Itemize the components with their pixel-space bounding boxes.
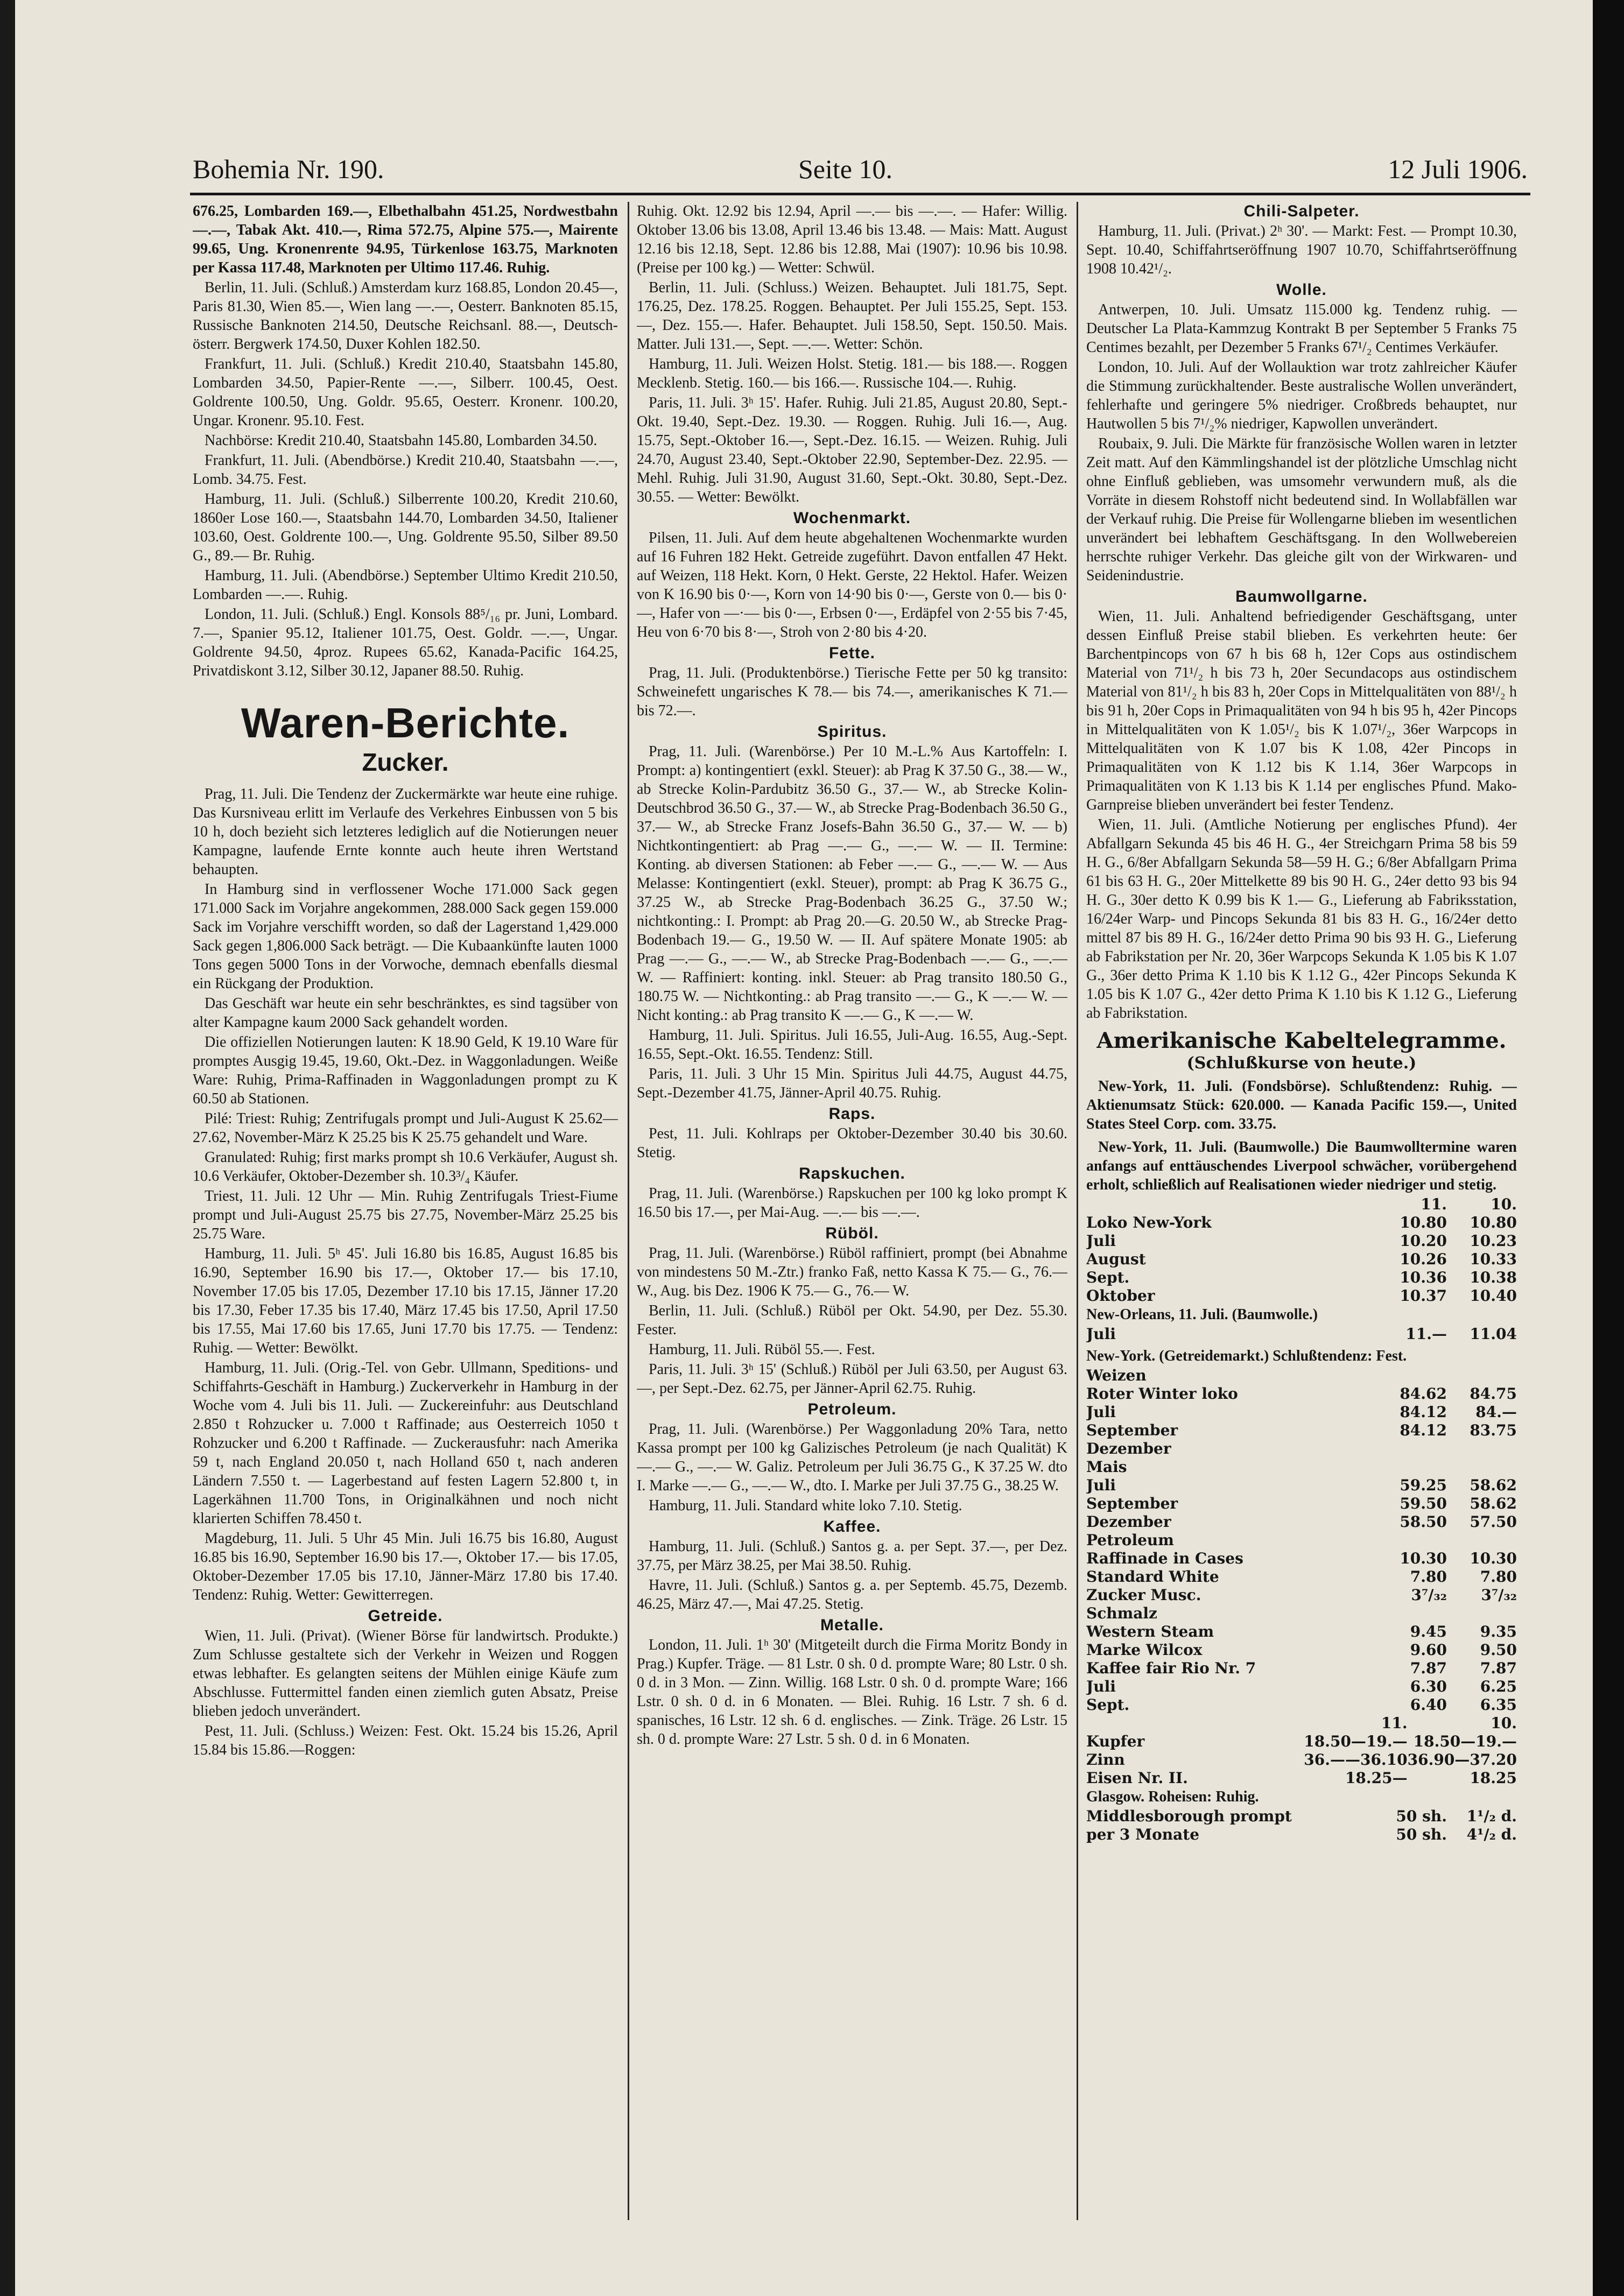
exchange-report: Frankfurt, 11. Juli. (Schluß.) Kredit 210.40, Staatsbahn 145.80, Lombarden 34.50, Papier-Rente —.—, Silberr. 100.45, Oest. Goldrente 100.50, Ung. Goldr. 95.65, Oesterr. Kronenr. 100.20, Ungar. Kronenr. 95.10. Fest. [193,356,618,429]
quote-label: Middlesborough prompt [1086,1807,1292,1825]
subsection-title: Chili-Salpeter. [1243,202,1360,220]
rapeseed-oil-report: Prag, 11. Juli. (Warenbörse.) Rüböl raffiniert, prompt (bei Abnahme von mindestens 50 M.-Ztr.) franko Faß, netto Kassa K 75.— G., 76.— W., Aug. bis Dez. 1906 K 75.— G., 76.— W. [637,1245,1067,1299]
quote-value [1447,1604,1517,1623]
header-issue: Bohemia Nr. 190. [193,154,384,184]
new-orleans-line: New-Orleans, 11. Juli. (Baumwolle.) [1086,1306,1318,1323]
column-3 [1086,202,1517,2225]
rapeseed-oil-report: Hamburg, 11. Juli. Rüböl 55.—. Fest. [649,1341,875,1358]
metals-report: London, 11. Juli. 1ʰ 30' (Mitgeteilt durch die Firma Moritz Bondy in Prag.) Kupfer. Träge. — 81 Lstr. 0 sh. 0 d. prompte Ware; 80 Lstr. 0 sh. 0 d. in 3 Mon. — Zinn. Willig. 168 Lstr. 0 sh. 0 d. prompte Ware; 166 Lstr. 0 sh. 0 d. in 6 Monaten. — Blei. Ruhig. 16 Lstr. 7 sh. 6 d. spanisches, 16 Lstr. 12 sh. 6 d. englisches. — Zink. Träge. 26 Lstr. 15 sh. 0 d. prompte Ware: 27 Lstr. 5 sh. 0 d. in 6 Monaten. [637,1637,1067,1748]
quote-value: 84.12 [1400,1421,1447,1439]
quote-label: Zinn [1086,1751,1125,1769]
column-2 [637,202,1067,2225]
sugar-report: Hamburg, 11. Juli. 5ʰ 45'. Juli 16.80 bis 16.85, August 16.85 bis 16.90, September 16.90 bis 17.—, Oktober 17.— bis 17.10, November 17.05 bis 17.05, Dezember 17.10 bis 17.15, Jänner 17.20 bis 17.30, Feber 17.35 bis 17.40, März 17.45 bis 17.50, April 17.50 bis 17.55, Mai 17.60 bis 17.65, Juni 17.70 bis 17.75. — Tendenz: Ruhig. — Wetter: Bewölkt. [193,1245,618,1356]
sugar-report: Granulated: Ruhig; first marks prompt sh 10.6 Verkäufer, August sh. 10.6 Verkäufer, Oktober-Dezember sh. 10.3³/₄ Käufer. [193,1149,618,1185]
spirits-report: Hamburg, 11. Juli. Spiritus. Juli 16.55, Juli-Aug. 16.55, Aug.-Sept. 16.55, Sept.-Okt. 16.55. Tendenz: Still. [637,1027,1067,1062]
quote-label: Sept. [1086,1269,1130,1286]
petroleum-report: Prag, 11. Juli. (Warenbörse.) Per Waggonladung 20% Tara, netto Kassa prompt per 100 kg Galizisches Petroleum (je nach Qualität) K —.— G., —.— W. Galiz. Petroleum per Juli 36.75 G., K 37.25 W. dto I. Marke —.— G., —.— W., dto. I. Marke per Juli 37.75 G., 38.25 W. [637,1421,1067,1494]
coffee-report: Hamburg, 11. Juli. (Schluß.) Santos g. a. per Sept. 37.—, per Dez. 37.75, per März 38.25, per Mai 38.50. Ruhig. [637,1538,1067,1574]
quote-label: Juli [1086,1678,1116,1695]
quote-label: Western Steam [1086,1623,1214,1640]
exchange-report: Frankfurt, 11. Juli. (Abendbörse.) Kredit 210.40, Staatsbahn —.—, Lomb. 34.75. Fest. [193,452,618,488]
quote-row [1086,1586,1517,1604]
quote-value [1377,1604,1447,1623]
quote-value: 7.87 [1410,1659,1447,1677]
quote-value [1377,1440,1447,1458]
quote-value: 84.— [1475,1403,1517,1421]
subsection-title: Fette. [828,644,875,662]
quote-label: Dezember [1086,1513,1171,1531]
quote-label: September [1086,1421,1178,1439]
quote-label: per 3 Monate [1086,1826,1200,1843]
quote-value [1447,1367,1517,1385]
sugar-report: Prag, 11. Juli. Die Tendenz der Zuckermärkte war heute eine ruhige. Das Kursniveau erlitt im Verlaufe des Verkehres Einbussen von 5 bis 10 h, doch bezieht sich letzteres lediglich auf die Notierungen neuer Kampagne, laufende Ernte konnte auch heute ihren Wertstand behaupten. [193,786,618,878]
grain-report: Pest, 11. Juli. (Schluss.) Weizen: Fest. Okt. 15.24 bis 15.26, April 15.84 bis 15.86.—Roggen: [193,1723,618,1758]
grain-report: Berlin, 11. Juli. (Schluss.) Weizen. Behauptet. Juli 181.75, Sept. 176.25, Dez. 178.25. Roggen. Behauptet. Per Juli 155.25, Sept. 153.—, Dez. 155.—. Hafer. Behauptet. Juli 158.50, Sept. 150.50. Mais. Matter. Juli 131.—, Sept. —.—. Wetter: Schön. [637,279,1067,353]
quote-row [1086,1696,1517,1714]
quote-row [1086,1385,1517,1403]
quote-value: 50 sh. [1396,1826,1447,1843]
subsection-title: Wochenmarkt. [793,509,911,527]
orleans-quotes-table [1086,1325,1517,1343]
quote-row [1086,1807,1517,1826]
quote-label: Roter Winter loko [1086,1385,1238,1403]
cotton-yarn-report: Wien, 11. Juli. Anhaltend befriedigender Geschäftsgang, unter dessen Einfluß Preise stabil blieben. Es verkehrten heute: 6er Barchentpincops von 67 h bis 68 h, 12er Cops aus ostindischem Material von 71¹/₂ h bis 73 h, 20er Secundacops aus ostindischem Material von 81¹/₂ h bis 83 h, 20er Cops in Mittelqualitäten von 88¹/₂ h bis 91 h, 20er Cops in Primaqualitäten von 94 h bis 95 h, 42er Pincops in Mittelqualitäten von K 1.05¹/₂ bis K 1.07¹/₂, 36er Warpcops in Mittelqualitäten von K 1.07 bis K 1.08, 42er Pincops in Primaqualitäten von K 1.12 bis K 1.14, 36er Warpcops in Primaqualitäten von K 1.13 bis K 1.14 per englisches Pfund. Mako-Garnpreise blieben unverändert bei fester Tendenz. [1086,608,1517,813]
column-1 [193,202,618,2225]
subsection-title: Rüböl. [825,1224,879,1242]
coffee-report: Havre, 11. Juli. (Schluß.) Santos g. a. per Septemb. 45.75, Dezemb. 46.25, März 47.—, Mai 47.25. Stetig. [637,1577,1067,1612]
exchange-report: Hamburg, 11. Juli. (Schluß.) Silberrente 100.20, Kredit 210.60, 1860er Lose 160.—, Staatsbahn 144.70, Lombarden 34.50, Italiener 103.60, Oest. Goldrente 100.—, Ung. Goldrente 95.50, Silber 89.50 G., 89.— Br. Ruhig. [193,491,618,564]
quote-row [1086,1659,1517,1678]
quote-value: 10.37 [1400,1287,1447,1305]
quote-value: 10.30 [1470,1550,1517,1567]
subsection-title: Raps. [828,1105,876,1123]
quote-row [1086,1678,1517,1696]
quote-value: 7.80 [1410,1568,1447,1586]
quote-label: Raffinade in Cases [1086,1550,1243,1567]
quote-value: 3⁷/₃₂ [1411,1586,1447,1604]
quote-label: Juli [1086,1325,1116,1343]
quote-label: Weizen [1086,1367,1147,1384]
quote-row [1086,1287,1517,1305]
quote-label: September [1086,1495,1178,1512]
quote-value: 57.50 [1470,1513,1517,1531]
subsection-title: Kaffee. [823,1518,881,1536]
header-rule [190,193,1530,195]
quote-label: Loko New-York [1086,1214,1212,1231]
quote-value: 9.45 [1410,1623,1447,1640]
quote-value: 10.23 [1470,1232,1517,1250]
quote-value [1447,1531,1517,1550]
quote-value: 18.50—19.— [1413,1732,1517,1750]
spirits-report: Paris, 11. Juli. 3 Uhr 15 Min. Spiritus Juli 44.75, August 44.75, Sept.-Dezember 41.75, Jänner-April 40.75. Ruhig. [637,1066,1067,1101]
column-divider [628,202,629,2220]
quote-value: 7.87 [1480,1659,1517,1677]
spirits-report: Prag, 11. Juli. (Warenbörse.) Per 10 M.-L.% Aus Kartoffeln: I. Prompt: a) kontingentiert (exkl. Steuer): ab Prag K 37.50 G., 38.— W., ab Strecke Kolin-Pardubitz 36.50 G., 37.— W., ab Strecke Kolin-Deutschbrod 36.50 G., 37.— W., ab Strecke Prag-Bodenbach 36.50 G., 37.— W., ab Strecke Franz Josefs-Bahn 36.50 G., 37.— W. — b) Nichtkontingentiert: ab Prag —.— G., —.— W. — II. Termine: Konting. ab diversen Stationen: ab Feber —.— G., —.— W. — Aus Melasse: Kontingentiert (exkl. Steuer), prompt: ab Prag K 36.75 G., 37.25 W., ab Strecke Prag-Bodenbach 36.25 G., 37.50 W.; nichtkonting.: I. Prompt: ab Prag 20.—G. 20.50 W., ab Strecke Prag-Bodenbach 19.— G., 19.50 W. — II. Auf spätere Monate 1905: ab Prag —.— G., —.— W., ab Strecke Prag-Bodenbach —.— G., —.— W. — Raffiniert: konting. inkl. Steuer: ab Prag transito 180.50 G., 180.75 W. — Nichtkonting.: ab Prag transito —.— G., K —.— W. — Nicht konting.: ab Prag transito K —.— G., K —.— W. [637,743,1067,1024]
quote-row [1086,1367,1517,1385]
quote-row [1086,1214,1517,1232]
ny-cotton-report: New-York, 11. Juli. (Baumwolle.) Die Baumwolltermine waren anfangs auf enttäuschendes Liverpool schwächer, vorübergehend erholt, schließlich auf Realisationen wieder niedriger und stetig. [1086,1139,1517,1193]
quote-row [1086,1269,1517,1287]
fats-report: Prag, 11. Juli. (Produktenbörse.) Tierische Fette per 50 kg transito: Schweinefett ungarisches K 78.— bis 74.—, amerikanisches K 71.— bis 72.—. [637,665,1067,719]
quote-value: 7.80 [1480,1568,1517,1586]
quote-row [1086,1476,1517,1495]
quote-value: 10.30 [1400,1550,1447,1567]
quote-row [1086,1623,1517,1641]
petroleum-report: Hamburg, 11. Juli. Standard white loko 7.10. Stetig. [649,1497,962,1514]
subsection-title: Wolle. [1276,281,1327,299]
rapeseed-report: Pest, 11. Juli. Kohlraps per Oktober-Dezember 30.40 bis 30.60. Stetig. [637,1125,1067,1161]
quote-row [1086,1403,1517,1421]
quote-row [1086,1550,1517,1568]
quote-value: 10.33 [1470,1250,1517,1268]
quote-label: Juli [1086,1232,1116,1250]
newspaper-page [15,0,1593,2296]
quote-row [1086,1440,1517,1458]
rapeseed-cake-report: Prag, 11. Juli. (Warenbörse.) Rapskuchen per 100 kg loko prompt K 16.50 bis 17.—, per Mai-Aug. —.— bis —.—. [637,1185,1067,1221]
quote-row [1086,1458,1517,1476]
quote-row [1086,1769,1517,1787]
section-title: Waren-Berichte. [241,699,570,746]
quote-value: 83.75 [1470,1421,1517,1439]
weekly-market-report: Pilsen, 11. Juli. Auf dem heute abgehaltenen Wochenmarkte wurden auf 16 Fuhren 182 Hekt. Getreide zugeführt. Davon entfallen 47 Hekt. auf Weizen, 118 Hekt. Korn, 0 Hekt. Gerste, 22 Hektol. Hafer. Weizen von K 16.90 bis 0·—, Korn von 14·90 bis 0·—, Gerste von 0.— bis 0·—, Hafer von —·— bis 0·—, Erbsen 0·—, Erdäpfel von 2·55 bis 7·45, Heu von 6·70 bis 8·—, Stroh von 2·80 bis 4·20. [637,530,1067,640]
quote-label: Oktober [1086,1287,1155,1305]
wool-report: Roubaix, 9. Juli. Die Märkte für französische Wollen waren in letzter Zeit matt. Auf den Kämmlingshandel ist der plötzliche Umschlag nicht ohne Einfluß geblieben, was umsomehr verwundern muß, als die Vorräte in diesem Rohstoff nicht bedeutend sind. In Wollabfällen war der Verkauf ruhig. Die Preise für Wollengarne blieben im wesentlichen unverändert bei lebhaftem Geschäftsgang. In den Wollwebereien herrschte ruhiger Verkehr. Das gleiche gilt von der Wirkwaren- und Seidenindustrie. [1086,435,1517,584]
quote-value: 84.12 [1400,1403,1447,1421]
column-header: 10. [1491,1195,1517,1213]
grain-report: Wien, 11. Juli. (Privat). (Wiener Börse für landwirtsch. Produkte.) Zum Schlusse gestaltete sich der Verkehr in Weizen und Roggen etwas lebhafter. Es gelangten seitens der Mühlen einige Käufe zum Abschlusse. Futtermittel fanden einen ziemlich guten Absatz, Preise blieben jedoch unverändert. [193,1628,618,1720]
quote-value: 10.80 [1400,1214,1447,1231]
quote-value: 84.75 [1470,1385,1517,1403]
exchange-intro: 676.25, Lombarden 169.—, Elbethalbahn 451.25, Nordwestbahn —.—, Tabak Akt. 410.—, Rima 572.75, Alpine 575.—, Mairente 99.65, Ung. Kronenrente 94.95, Türkenlose 163.75, Marknoten per Kassa 117.48, Marknoten per Ultimo 117.46. Ruhig. [193,203,618,276]
column-header: 11. [1421,1195,1447,1213]
quote-row [1086,1232,1517,1250]
quote-label: Standard White [1086,1568,1219,1586]
quote-value: 59.25 [1400,1476,1447,1494]
exchange-report: Hamburg, 11. Juli. (Abendbörse.) September Ultimo Kredit 210.50, Lombarden —.—. Ruhig. [193,567,618,603]
exchange-report: London, 11. Juli. (Schluß.) Engl. Konsols 88⁵/₁₆ pr. Juni, Lombard. 7.—, Spanier 95.12, Italiener 101.75, Oest. Goldr. —.—, Ungar. Goldrente 94.50, 4proz. Rupees 65.62, Kanada-Pacific 164.25, Privatdiskont 3.12, Silber 30.12, Japaner 88.50. Ruhig. [193,606,618,679]
quote-value: 18.25 [1470,1769,1517,1787]
subsection-title: Rapskuchen. [799,1165,905,1182]
quote-value: 18.25— [1345,1769,1408,1787]
sugar-report: Magdeburg, 11. Juli. 5 Uhr 45 Min. Juli 16.75 bis 16.80, August 16.85 bis 16.90, September 16.90 bis 17.—, Oktober 17.— bis 17.05, Oktober-Dezember 17.05 bis 17.10, Jänner-März 17.80 bis 17.40. Tendenz: Ruhig. Wetter: Gewitterregen. [193,1530,618,1603]
exchange-report: Berlin, 11. Juli. (Schluß.) Amsterdam kurz 168.85, London 20.45—, Paris 81.30, Wien 85.—, Wien lang —.—, Oesterr. Banknoten 85.15, Russische Banknoten 214.50, Deutsche Reichsanl. 88.—, Deutsch-österr. Bergwerk 174.50, Duxer Kohlen 182.50. [193,279,618,353]
quote-value: 50 sh. [1396,1807,1447,1825]
cable-section-title: Amerikanische Kabeltelegramme. [1096,1028,1507,1053]
quote-label: August [1086,1250,1146,1268]
quote-row [1086,1568,1517,1586]
quote-label: Juli [1086,1403,1116,1421]
quote-value: 11.— [1405,1325,1447,1343]
quote-value: 6.35 [1480,1696,1517,1714]
page-header [193,153,1528,191]
quote-row [1086,1495,1517,1513]
quote-value: 18.50—19.— [1304,1732,1408,1750]
quote-value: 10.20 [1400,1232,1447,1250]
quote-label: Kupfer [1086,1732,1145,1750]
sugar-report: In Hamburg sind in verflossener Woche 171.000 Sack gegen 171.000 Sack im Vorjahre angekommen, 288.000 Sack gegen 159.000 Sack im Vorjahre verschifft worden, so daß der Lagerstand 1,429.000 Sack gegen 1,806.000 Sack beträgt. — Die Kubaankünfte lauten 1000 Tons gegen 5000 Tons in der Vorwoche, demnach ebenfalls diesmal ein Rückgang der Produktion. [193,881,618,992]
subsection-title: Spiritus. [817,723,887,741]
quote-label: Dezember [1086,1440,1171,1457]
subsection-title: Baumwollgarne. [1235,588,1368,605]
grain-report: Ruhig. Okt. 12.92 bis 12.94, April —.— bis —.—. — Hafer: Willig. Oktober 13.06 bis 13.08, April 13.46 bis 13.48. — Mais: Matt. August 12.16 bis 12.18, Sept. 12.86 bis 12.88, Mai (1907): 10.96 bis 10.98. (Preise per 100 kg.) — Wetter: Schwül. [637,203,1067,276]
quote-value: 58.50 [1400,1513,1447,1531]
column-divider [1077,202,1078,2220]
wool-report: London, 10. Juli. Auf der Wollauktion war trotz zahlreicher Käufer die Stimmung zurückhaltender. Beste australische Wollen unverändert, fehlerhafte und geringere 5% niedriger. Croßbreds behauptet, nur Hautwollen 5 bis 7¹/₂% niedriger, Kapwollen unverändert. [1086,359,1517,432]
quote-value [1447,1458,1517,1476]
grain-report: Paris, 11. Juli. 3ʰ 15'. Hafer. Ruhig. Juli 21.85, August 20.80, Sept.-Okt. 19.40, Sept.-Dez. 19.30. — Roggen. Ruhig. Juli 16.—, Aug. 15.75, Sept.-Oktober 16.—, Sept.-Dez. 16.15. — Weizen. Ruhig. Juli 24.70, August 23.40, Sept.-Oktober 22.90, September-Dez. 22.95. — Mehl. Ruhig. Juli 31.90, August 31.60, Sept.-Okt. 30.80, Sept.-Dez. 30.55. — Wetter: Bewölkt. [637,395,1067,505]
cable-section-subtitle: (Schlußkurse von heute.) [1186,1054,1417,1073]
quote-row [1086,1751,1517,1769]
metal-quotes-table [1086,1714,1517,1787]
quote-value: 36.90—37.20 [1407,1751,1517,1769]
sugar-report: Die offiziellen Notierungen lauten: K 18.90 Geld, K 19.10 Ware für promptes Ausgig 19.45, 19.60, Okt.-Dez. in Waggonladungen. Weiße Ware: Ruhig, Prima-Raffinaden in Waggonladungen prompt zu K 60.50 ab Stationen. [193,1034,618,1107]
quote-value: 4¹/₂ d. [1466,1826,1517,1843]
glasgow-quotes-table [1086,1807,1517,1844]
quote-value: 36.——36.10 [1304,1751,1408,1769]
quote-row [1086,1513,1517,1531]
cotton-yarn-report: Wien, 11. Juli. (Amtliche Notierung per englisches Pfund). 4er Abfallgarn Sekunda 45 bis 46 H. G., 4er Streichgarn Prima 58 bis 59 H. G., 6/8er Abfallgarn Sekunda 58—59 H. G.; 6/8er Abfallgarn Prima 61 bis 63 H. G., 20er Mittelkette 89 bis 90 H. G., 24er detto 93 bis 94 H. G., 30er detto K 0.99 bis K 1.— G., Lieferung ab Fabriksstation, 16/24er Warp- und Pincops Sekunda 81 bis 83 H. G., 16/24er detto mittel 87 bis 89 H. G., 16/24er detto Prima 90 bis 93 H. G., Lieferung ab Fabrikstation per Nr. 20, 36er Warpcops Sekunda K 1.05 bis K 1.07 G., 36er detto Prima K 1.10 bis K 1.12 G., 42er Pincops Sekunda K 1.05 bis K 1.07 G., 42er detto Prima K 1.10 bis K 1.12 G., Lieferung ab Fabrikstation. [1086,816,1517,1022]
quote-row [1086,1604,1517,1623]
quote-value: 10.40 [1470,1287,1517,1305]
quote-value: 1¹/₂ d. [1466,1807,1517,1825]
header-page-number: Seite 10. [798,154,892,184]
quote-value: 6.25 [1480,1678,1517,1695]
wool-report: Antwerpen, 10. Juli. Umsatz 115.000 kg. Tendenz ruhig. — Deutscher La Plata-Kammzug Kontrakt B per September 5 Franks 75 Centimes bezahlt, per Dezember 5 Franks 67¹/₂ Centimes Verkäufer. [1086,301,1517,356]
quote-value: 10.36 [1400,1269,1447,1286]
column-header: 11. [1381,1714,1408,1732]
saltpeter-report: Hamburg, 11. Juli. (Privat.) 2ʰ 30'. — Markt: Fest. — Prompt 10.30, Sept. 10.40, Schiffahrtseröffnung 1907 10.70, Schiffahrtseröffnung 1908 10.42¹/₂. [1086,223,1517,277]
quote-label: Mais [1086,1458,1127,1476]
quote-label: Kaffee fair Rio Nr. 7 [1086,1659,1256,1677]
quote-label: Eisen Nr. II. [1086,1769,1188,1787]
cotton-quotes-table [1086,1195,1517,1305]
quote-row [1086,1421,1517,1440]
quote-value: 84.62 [1400,1385,1447,1403]
ny-stock-report: New-York, 11. Juli. (Fondsbörse). Schlußtendenz: Ruhig. — Aktienumsatz Stück: 620.000. — Kanada Pacific 159.—, United States Steel Corp. com. 33.75. [1086,1078,1517,1132]
quote-value: 9.50 [1480,1641,1517,1659]
sugar-report: Hamburg, 11. Juli. (Orig.-Tel. von Gebr. Ullmann, Speditions- und Schiffahrts-Geschäft in Hamburg.) Zuckerverkehr in Hamburg in der Woche vom 4. Juli bis 11. Juli. — Zuckereinfuhr: aus Deutschland 2.850 t Rohzucker u. 7.000 t Raffinade; aus Oesterreich 1050 t Rohzucker und 6.200 t Raffinade. — Zuckerausfuhr: nach Amerika 59 t, nach England 20.050 t, nach Holland 650 t, nach anderen Ländern 7.550 t. — Lagerbestand auf festen Lagern 52.800 t, in Lagerkähnen 11.700 Tons, in Originalkähnen und noch nicht klarierten Schiffen 78.450 t. [193,1360,618,1527]
quote-value: 10.80 [1470,1214,1517,1231]
quote-value: 6.40 [1410,1696,1447,1714]
quote-label: Marke Wilcox [1086,1641,1203,1659]
quote-value: 3⁷/₃₂ [1481,1586,1517,1604]
subsection-title: Getreide. [368,1607,443,1625]
exchange-report: Nachbörse: Kredit 210.40, Staatsbahn 145.80, Lombarden 34.50. [205,432,597,449]
quote-value [1377,1367,1447,1385]
header-date: 12 Juli 1906. [1388,154,1528,184]
sugar-report: Triest, 11. Juli. 12 Uhr — Min. Ruhig Zentrifugals Triest-Fiume prompt und Juli-August 25.75 bis 27.75, November-März 25.25 bis 25.75 Ware. [193,1188,618,1242]
grain-report: Hamburg, 11. Juli. Weizen Holst. Stetig. 181.— bis 188.—. Roggen Mecklenb. Stetig. 160.— bis 166.—. Russische 104.—. Ruhig. [637,356,1067,391]
rapeseed-oil-report: Berlin, 11. Juli. (Schluß.) Rüböl per Okt. 54.90, per Dez. 55.30. Fester. [637,1302,1067,1338]
quote-value: 58.62 [1470,1476,1517,1494]
quote-value: 58.62 [1470,1495,1517,1512]
quote-value: 11.04 [1470,1325,1517,1343]
quote-row [1086,1531,1517,1550]
quote-label: Petroleum [1086,1531,1174,1549]
quote-row [1086,1826,1517,1844]
quote-row [1086,1325,1517,1343]
glasgow-line: Glasgow. Roheisen: Ruhig. [1086,1788,1259,1805]
quote-label: Sept. [1086,1696,1130,1714]
quote-value: 9.60 [1410,1641,1447,1659]
quote-value: 59.50 [1400,1495,1447,1512]
quote-value [1377,1458,1447,1476]
subsection-title: Metalle. [820,1616,884,1634]
quote-row [1086,1641,1517,1659]
quote-row [1086,1732,1517,1751]
quote-label: Schmalz [1086,1604,1157,1622]
ny-grain-line: New-York. (Getreidemarkt.) Schlußtendenz: Fest. [1086,1348,1407,1364]
quote-label: Zucker Musc. [1086,1586,1201,1604]
quote-value: 6.30 [1410,1678,1447,1695]
scan-border [1593,0,1624,2296]
sugar-report: Pilé: Triest: Ruhig; Zentrifugals prompt und Juli-August K 25.62—27.62, November-März K 25.25 bis K 25.75 gehandelt und Ware. [193,1110,618,1146]
sugar-report: Das Geschäft war heute ein sehr beschränktes, es sind tagsüber von alter Kampagne kaum 2000 Sack gehandelt worden. [193,995,618,1031]
rapeseed-oil-report: Paris, 11. Juli. 3ʰ 15' (Schluß.) Rüböl per Juli 63.50, per August 63.—, per Sept.-Dez. 62.75, per Jänner-April 62.75. Ruhig. [637,1361,1067,1397]
quote-value [1377,1531,1447,1550]
quote-value: 9.35 [1480,1623,1517,1640]
quote-value [1447,1440,1517,1458]
quote-value: 10.26 [1400,1250,1447,1268]
commodity-quotes-table [1086,1367,1517,1714]
column-header: 10. [1491,1714,1517,1732]
quote-label: Juli [1086,1476,1116,1494]
quote-row [1086,1250,1517,1269]
subsection-title: Petroleum. [807,1400,897,1418]
section-subtitle: Zucker. [362,748,449,776]
quote-value: 10.38 [1470,1269,1517,1286]
